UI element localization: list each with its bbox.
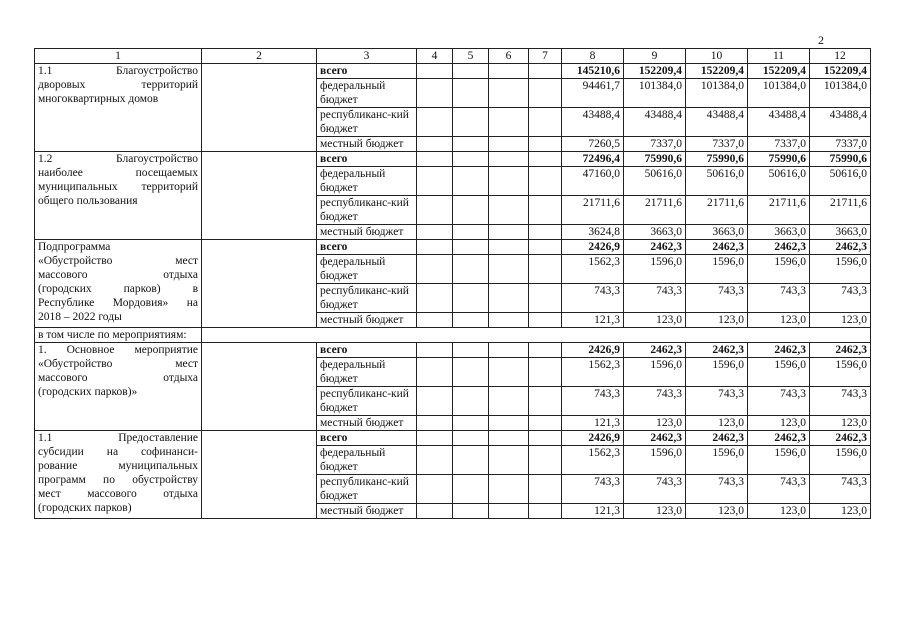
amount-cell: 123,0 <box>748 504 810 519</box>
empty-cell <box>453 416 489 431</box>
amount-cell: 43488,4 <box>624 108 686 137</box>
amount-cell: 2426,9 <box>562 240 624 255</box>
empty-cell <box>453 343 489 358</box>
empty-cell <box>489 255 529 284</box>
empty-cell <box>529 504 562 519</box>
amount-cell: 123,0 <box>624 504 686 519</box>
amount-cell: 21711,6 <box>624 196 686 225</box>
empty-cell <box>417 167 453 196</box>
funding-source: федеральный бюджет <box>317 446 417 475</box>
amount-cell: 72496,4 <box>562 152 624 167</box>
funding-source: республиканс-кий бюджет <box>317 475 417 504</box>
amount-cell: 3663,0 <box>810 225 871 240</box>
empty-cell <box>529 416 562 431</box>
amount-cell: 1562,3 <box>562 255 624 284</box>
amount-cell: 123,0 <box>810 416 871 431</box>
program-name-line: многоквартирных домов <box>38 93 159 105</box>
amount-cell: 123,0 <box>686 313 748 328</box>
empty-cell <box>529 446 562 475</box>
amount-cell: 123,0 <box>686 504 748 519</box>
program-name-line: Республике Мордовия» на <box>38 297 198 309</box>
amount-cell: 1596,0 <box>686 255 748 284</box>
program-name-line: дворовых территорий <box>38 79 198 91</box>
empty-cell <box>453 196 489 225</box>
table-row <box>35 343 871 358</box>
empty-cell <box>453 240 489 255</box>
program-name-line: общего пользования <box>38 195 138 207</box>
table-row <box>35 240 871 255</box>
amount-cell: 1596,0 <box>748 446 810 475</box>
program-name-line: (городских парков) <box>38 502 132 514</box>
empty-cell <box>417 137 453 152</box>
amount-cell: 3663,0 <box>748 225 810 240</box>
program-name-line: (городских парков) в <box>38 283 198 295</box>
amount-cell: 1596,0 <box>624 255 686 284</box>
funding-source: федеральный бюджет <box>317 255 417 284</box>
empty-cell <box>417 475 453 504</box>
amount-cell: 2462,3 <box>686 240 748 255</box>
empty-cell <box>453 225 489 240</box>
empty-cell <box>489 64 529 79</box>
amount-cell: 123,0 <box>748 313 810 328</box>
budget-table <box>34 48 871 519</box>
empty-cell <box>453 387 489 416</box>
amount-cell: 43488,4 <box>686 108 748 137</box>
amount-cell: 1596,0 <box>686 446 748 475</box>
empty-cell <box>529 313 562 328</box>
amount-cell: 121,3 <box>562 416 624 431</box>
empty-cell <box>417 343 453 358</box>
empty-cell <box>529 64 562 79</box>
amount-cell: 152209,4 <box>686 64 748 79</box>
amount-cell: 50616,0 <box>748 167 810 196</box>
empty-cell <box>529 196 562 225</box>
program-name-line: 1. Основное мероприятие <box>38 344 198 356</box>
amount-cell: 2462,3 <box>810 431 871 446</box>
empty-cell <box>417 358 453 387</box>
empty-cell <box>489 343 529 358</box>
empty-cell <box>417 446 453 475</box>
table-row <box>35 64 871 79</box>
amount-cell: 2462,3 <box>810 343 871 358</box>
header-row <box>35 49 871 64</box>
empty-cell <box>453 137 489 152</box>
funding-source: всего <box>317 152 417 167</box>
empty-cell <box>417 64 453 79</box>
empty-cell <box>529 240 562 255</box>
responsible-cell <box>202 240 317 328</box>
amount-cell: 2462,3 <box>748 431 810 446</box>
amount-cell: 743,3 <box>624 387 686 416</box>
amount-cell: 152209,4 <box>624 64 686 79</box>
amount-cell: 47160,0 <box>562 167 624 196</box>
amount-cell: 743,3 <box>624 475 686 504</box>
empty-cell <box>529 343 562 358</box>
program-name <box>35 152 202 240</box>
program-name <box>35 240 202 328</box>
empty-cell <box>453 313 489 328</box>
amount-cell: 743,3 <box>624 284 686 313</box>
amount-cell: 1562,3 <box>562 358 624 387</box>
funding-source: федеральный бюджет <box>317 358 417 387</box>
amount-cell: 75990,6 <box>624 152 686 167</box>
amount-cell: 1596,0 <box>810 446 871 475</box>
empty-cell <box>417 108 453 137</box>
program-name <box>35 64 202 152</box>
program-name-line: Подпрограмма <box>38 241 111 253</box>
program-name-line: массового отдыха <box>38 372 198 384</box>
funding-source: республиканс-кий бюджет <box>317 284 417 313</box>
empty-cell <box>489 387 529 416</box>
empty-cell <box>453 504 489 519</box>
amount-cell: 743,3 <box>810 284 871 313</box>
amount-cell: 1596,0 <box>624 358 686 387</box>
amount-cell: 2462,3 <box>810 240 871 255</box>
empty-cell <box>529 284 562 313</box>
amount-cell: 743,3 <box>686 387 748 416</box>
amount-cell: 75990,6 <box>686 152 748 167</box>
empty-cell <box>529 387 562 416</box>
column-header: 6 <box>489 49 529 64</box>
amount-cell: 743,3 <box>686 475 748 504</box>
empty-cell <box>453 284 489 313</box>
amount-cell: 50616,0 <box>624 167 686 196</box>
amount-cell: 3663,0 <box>686 225 748 240</box>
amount-cell: 1596,0 <box>810 255 871 284</box>
empty-cell <box>453 79 489 108</box>
program-name-line: «Обустройство мест <box>38 358 198 370</box>
amount-cell: 152209,4 <box>810 64 871 79</box>
amount-cell: 7337,0 <box>624 137 686 152</box>
funding-source: местный бюджет <box>317 137 417 152</box>
empty-cell <box>417 416 453 431</box>
amount-cell: 101384,0 <box>686 79 748 108</box>
funding-source: всего <box>317 240 417 255</box>
funding-source: всего <box>317 64 417 79</box>
empty-cell <box>417 387 453 416</box>
amount-cell: 743,3 <box>686 284 748 313</box>
amount-cell: 121,3 <box>562 504 624 519</box>
amount-cell: 2462,3 <box>624 431 686 446</box>
empty-cell <box>489 284 529 313</box>
amount-cell: 3624,8 <box>562 225 624 240</box>
table-row <box>35 431 871 446</box>
empty-cell <box>202 328 871 343</box>
funding-source: республиканс-кий бюджет <box>317 196 417 225</box>
empty-cell <box>529 431 562 446</box>
section-label: в том числе по мероприятиям: <box>35 328 202 343</box>
empty-cell <box>529 152 562 167</box>
amount-cell: 2426,9 <box>562 343 624 358</box>
amount-cell: 21711,6 <box>686 196 748 225</box>
amount-cell: 50616,0 <box>686 167 748 196</box>
program-name-line: программ по обустройству <box>38 474 198 486</box>
empty-cell <box>489 431 529 446</box>
amount-cell: 743,3 <box>748 387 810 416</box>
amount-cell: 1596,0 <box>810 358 871 387</box>
amount-cell: 101384,0 <box>748 79 810 108</box>
amount-cell: 7260,5 <box>562 137 624 152</box>
empty-cell <box>489 167 529 196</box>
empty-cell <box>489 416 529 431</box>
amount-cell: 3663,0 <box>624 225 686 240</box>
column-header: 12 <box>810 49 871 64</box>
empty-cell <box>453 64 489 79</box>
program-name-line: 1.1 Благоустройство <box>38 65 198 77</box>
program-name <box>35 343 202 431</box>
amount-cell: 1562,3 <box>562 446 624 475</box>
program-name-line: мест массового отдыха <box>38 488 198 500</box>
empty-cell <box>489 240 529 255</box>
empty-cell <box>417 255 453 284</box>
program-name-line: субсидии на софинанси- <box>38 446 198 458</box>
funding-source: местный бюджет <box>317 504 417 519</box>
funding-source: местный бюджет <box>317 416 417 431</box>
empty-cell <box>529 108 562 137</box>
amount-cell: 743,3 <box>562 387 624 416</box>
amount-cell: 21711,6 <box>748 196 810 225</box>
amount-cell: 743,3 <box>748 284 810 313</box>
amount-cell: 121,3 <box>562 313 624 328</box>
column-header: 5 <box>453 49 489 64</box>
empty-cell <box>417 152 453 167</box>
empty-cell <box>529 79 562 108</box>
empty-cell <box>417 504 453 519</box>
empty-cell <box>489 358 529 387</box>
funding-source: федеральный бюджет <box>317 79 417 108</box>
column-header: 11 <box>748 49 810 64</box>
amount-cell: 123,0 <box>624 416 686 431</box>
amount-cell: 743,3 <box>562 475 624 504</box>
column-header: 9 <box>624 49 686 64</box>
responsible-cell <box>202 64 317 152</box>
program-name-line: рование муниципальных <box>38 460 198 472</box>
empty-cell <box>529 225 562 240</box>
amount-cell: 123,0 <box>748 416 810 431</box>
empty-cell <box>453 431 489 446</box>
funding-source: республиканс-кий бюджет <box>317 387 417 416</box>
empty-cell <box>453 108 489 137</box>
column-header: 3 <box>317 49 417 64</box>
amount-cell: 43488,4 <box>562 108 624 137</box>
empty-cell <box>417 431 453 446</box>
amount-cell: 43488,4 <box>810 108 871 137</box>
amount-cell: 50616,0 <box>810 167 871 196</box>
amount-cell: 94461,7 <box>562 79 624 108</box>
column-header: 4 <box>417 49 453 64</box>
amount-cell: 101384,0 <box>624 79 686 108</box>
amount-cell: 123,0 <box>810 313 871 328</box>
column-header: 8 <box>562 49 624 64</box>
empty-cell <box>453 446 489 475</box>
responsible-cell <box>202 343 317 431</box>
program-name-line: массового отдыха <box>38 269 198 281</box>
amount-cell: 123,0 <box>624 313 686 328</box>
empty-cell <box>529 137 562 152</box>
amount-cell: 21711,6 <box>562 196 624 225</box>
table-row <box>35 152 871 167</box>
empty-cell <box>529 255 562 284</box>
empty-cell <box>417 196 453 225</box>
program-name <box>35 431 202 519</box>
program-name-line: «Обустройство мест <box>38 255 198 267</box>
program-name-line: 1.1 Предоставление <box>38 432 198 444</box>
amount-cell: 1596,0 <box>624 446 686 475</box>
empty-cell <box>417 79 453 108</box>
empty-cell <box>489 313 529 328</box>
amount-cell: 75990,6 <box>748 152 810 167</box>
empty-cell <box>489 137 529 152</box>
empty-cell <box>417 284 453 313</box>
empty-cell <box>489 79 529 108</box>
program-name-line: муниципальных территорий <box>38 181 198 193</box>
funding-source: республиканс-кий бюджет <box>317 108 417 137</box>
empty-cell <box>489 475 529 504</box>
amount-cell: 2462,3 <box>748 343 810 358</box>
amount-cell: 75990,6 <box>810 152 871 167</box>
funding-source: всего <box>317 431 417 446</box>
program-name-line: 1.2 Благоустройство <box>38 153 198 165</box>
funding-source: федеральный бюджет <box>317 167 417 196</box>
column-header: 7 <box>529 49 562 64</box>
amount-cell: 123,0 <box>810 504 871 519</box>
amount-cell: 2462,3 <box>686 343 748 358</box>
empty-cell <box>453 255 489 284</box>
empty-cell <box>453 167 489 196</box>
amount-cell: 1596,0 <box>748 255 810 284</box>
amount-cell: 743,3 <box>562 284 624 313</box>
section-label-row <box>35 328 871 343</box>
amount-cell: 123,0 <box>686 416 748 431</box>
empty-cell <box>453 475 489 504</box>
amount-cell: 743,3 <box>810 387 871 416</box>
amount-cell: 7337,0 <box>686 137 748 152</box>
column-header: 2 <box>202 49 317 64</box>
empty-cell <box>489 108 529 137</box>
amount-cell: 43488,4 <box>748 108 810 137</box>
empty-cell <box>489 504 529 519</box>
column-header: 1 <box>35 49 202 64</box>
amount-cell: 2462,3 <box>748 240 810 255</box>
amount-cell: 21711,6 <box>810 196 871 225</box>
funding-source: местный бюджет <box>317 313 417 328</box>
empty-cell <box>453 358 489 387</box>
amount-cell: 145210,6 <box>562 64 624 79</box>
amount-cell: 101384,0 <box>810 79 871 108</box>
amount-cell: 2462,3 <box>624 240 686 255</box>
empty-cell <box>417 225 453 240</box>
program-name-line: (городских парков)» <box>38 386 138 398</box>
amount-cell: 743,3 <box>748 475 810 504</box>
amount-cell: 2426,9 <box>562 431 624 446</box>
amount-cell: 743,3 <box>810 475 871 504</box>
amount-cell: 1596,0 <box>686 358 748 387</box>
empty-cell <box>489 225 529 240</box>
empty-cell <box>453 152 489 167</box>
amount-cell: 7337,0 <box>748 137 810 152</box>
funding-source: всего <box>317 343 417 358</box>
empty-cell <box>529 167 562 196</box>
empty-cell <box>529 358 562 387</box>
responsible-cell <box>202 152 317 240</box>
amount-cell: 1596,0 <box>748 358 810 387</box>
empty-cell <box>417 240 453 255</box>
program-name-line: 2018 – 2022 годы <box>38 311 122 323</box>
empty-cell <box>417 313 453 328</box>
empty-cell <box>529 475 562 504</box>
empty-cell <box>489 152 529 167</box>
page-number: 2 <box>818 33 824 47</box>
empty-cell <box>489 196 529 225</box>
column-header: 10 <box>686 49 748 64</box>
funding-source: местный бюджет <box>317 225 417 240</box>
amount-cell: 7337,0 <box>810 137 871 152</box>
empty-cell <box>489 446 529 475</box>
amount-cell: 2462,3 <box>686 431 748 446</box>
responsible-cell <box>202 431 317 519</box>
amount-cell: 152209,4 <box>748 64 810 79</box>
amount-cell: 2462,3 <box>624 343 686 358</box>
program-name-line: наиболее посещаемых <box>38 167 198 179</box>
